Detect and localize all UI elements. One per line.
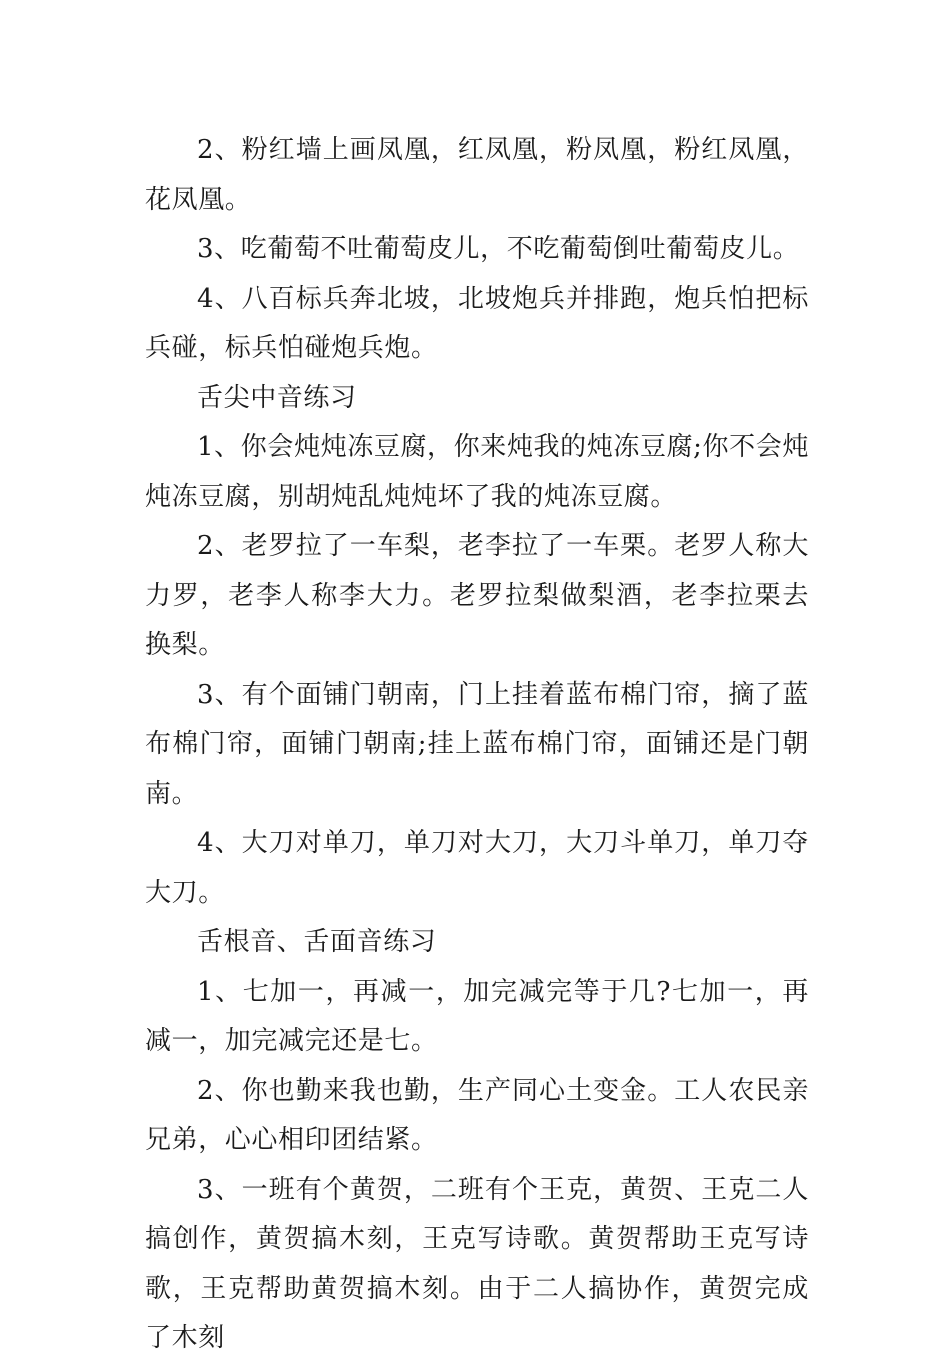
- paragraph-tongue-twister-2: 2、粉红墙上画凤凰，红凤凰，粉凤凰，粉红凤凰，花凤凰。: [145, 135, 809, 215]
- paragraph-tongue-root-2: 2、你也勤来我也勤，生产同心土变金。工人农民亲兄弟，心心相印团结紧。: [145, 1075, 809, 1155]
- paragraph-tongue-twister-3: 3、吃葡萄不吐葡萄皮儿，不吃葡萄倒吐葡萄皮儿。: [197, 234, 800, 264]
- paragraph-tongue-root-3: 3、一班有个黄贺，二班有个王克，黄贺、王克二人搞创作，黄贺搞木刻，王克写诗歌。黄贺帮助王克写诗歌，王克帮助黄贺搞木刻。由于二人搞协作，黄贺完成了木刻: [145, 1174, 809, 1353]
- paragraph-tongue-tip-2: 2、老罗拉了一车梨，老李拉了一车栗。老罗人称大力罗，老李人称李大力。老罗拉梨做梨酒，老李拉栗去换梨。: [145, 531, 809, 660]
- paragraph-tongue-twister-4: 4、八百标兵奔北坡，北坡炮兵并排跑，炮兵怕把标兵碰，标兵怕碰炮兵炮。: [145, 283, 809, 363]
- paragraph-tongue-tip-3: 3、有个面铺门朝南，门上挂着蓝布棉门帘，摘了蓝布棉门帘，面铺门朝南;挂上蓝布棉门帘，面铺还是门朝南。: [145, 679, 809, 809]
- section-heading-tongue-tip: 舌尖中音练习: [197, 382, 357, 413]
- paragraph-tongue-tip-4: 4、大刀对单刀，单刀对大刀，大刀斗单刀，单刀夺大刀。: [145, 828, 809, 908]
- document-body: [145, 126, 809, 1364]
- paragraph-tongue-tip-1: 1、你会炖炖冻豆腐，你来炖我的炖冻豆腐;你不会炖炖冻豆腐，别胡炖乱炖炖坏了我的炖冻豆腐。: [145, 432, 809, 512]
- section-heading-tongue-root: 舌根音、舌面音练习: [197, 927, 437, 957]
- paragraph-tongue-root-1: 1、七加一，再减一，加完减完等于几?七加一，再减一，加完减完还是七。: [145, 976, 809, 1056]
